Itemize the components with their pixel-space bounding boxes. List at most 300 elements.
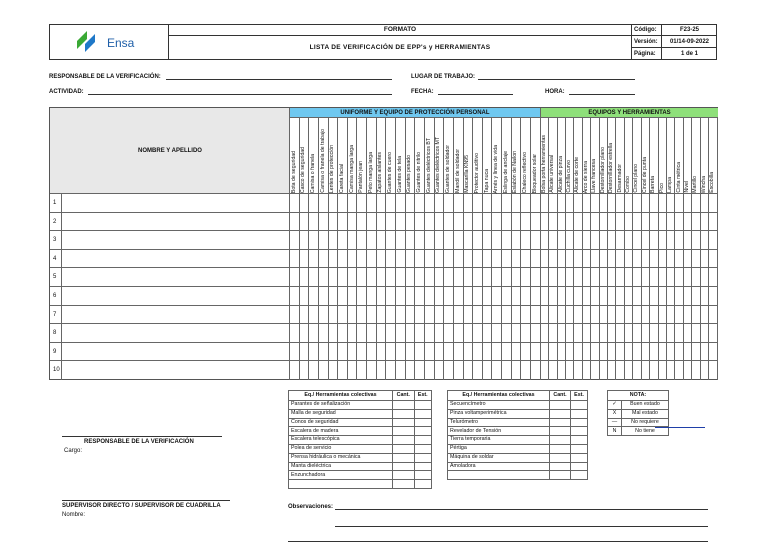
check-cell[interactable] [583,324,591,342]
check-cell[interactable] [659,361,667,380]
check-cell[interactable] [583,250,591,268]
check-cell[interactable] [701,361,709,380]
check-cell[interactable] [338,250,348,268]
empty-cell[interactable] [448,471,550,480]
check-cell[interactable] [591,268,599,286]
check-cell[interactable] [616,287,624,305]
check-cell[interactable] [616,324,624,342]
check-cell[interactable] [616,194,624,212]
check-cell[interactable] [329,231,339,249]
check-cell[interactable] [425,361,435,380]
check-cell[interactable] [625,343,633,361]
est-cell[interactable] [414,409,431,418]
check-cell[interactable] [531,324,541,342]
check-cell[interactable] [692,268,700,286]
check-cell[interactable] [667,213,675,231]
check-cell[interactable] [684,287,692,305]
check-cell[interactable] [583,213,591,231]
check-cell[interactable] [591,306,599,324]
check-cell[interactable] [701,287,709,305]
check-cell[interactable] [667,361,675,380]
check-cell[interactable] [329,287,339,305]
check-cell[interactable] [541,213,549,231]
check-cell[interactable] [406,231,416,249]
check-cell[interactable] [549,231,557,249]
name-cell[interactable] [62,324,290,342]
check-cell[interactable] [415,268,425,286]
check-cell[interactable] [483,231,493,249]
check-cell[interactable] [492,306,502,324]
check-cell[interactable] [367,287,377,305]
name-cell[interactable] [62,343,290,361]
cant-cell[interactable] [550,453,571,462]
check-cell[interactable] [659,324,667,342]
check-cell[interactable] [425,268,435,286]
check-cell[interactable] [348,213,358,231]
check-cell[interactable] [566,231,574,249]
check-cell[interactable] [415,250,425,268]
check-cell[interactable] [600,231,608,249]
check-cell[interactable] [444,194,454,212]
check-cell[interactable] [425,287,435,305]
check-cell[interactable] [566,343,574,361]
check-cell[interactable] [348,250,358,268]
check-cell[interactable] [483,361,493,380]
check-cell[interactable] [512,213,522,231]
check-cell[interactable] [675,306,683,324]
check-cell[interactable] [521,287,531,305]
check-cell[interactable] [558,268,566,286]
check-cell[interactable] [625,250,633,268]
check-cell[interactable] [300,268,310,286]
check-cell[interactable] [464,268,474,286]
check-cell[interactable] [558,287,566,305]
check-cell[interactable] [338,306,348,324]
check-cell[interactable] [396,194,406,212]
check-cell[interactable] [541,250,549,268]
check-cell[interactable] [549,343,557,361]
check-cell[interactable] [464,250,474,268]
check-cell[interactable] [600,213,608,231]
check-cell[interactable] [377,361,387,380]
check-cell[interactable] [319,250,329,268]
check-cell[interactable] [483,213,493,231]
check-cell[interactable] [386,268,396,286]
cant-cell[interactable] [393,436,415,445]
check-cell[interactable] [566,324,574,342]
check-cell[interactable] [574,361,582,380]
check-cell[interactable] [290,343,300,361]
check-cell[interactable] [473,343,483,361]
check-cell[interactable] [633,250,641,268]
check-cell[interactable] [659,250,667,268]
check-cell[interactable] [483,194,493,212]
check-cell[interactable] [502,268,512,286]
actividad-field[interactable] [88,87,392,95]
check-cell[interactable] [675,361,683,380]
check-cell[interactable] [625,194,633,212]
check-cell[interactable] [625,287,633,305]
check-cell[interactable] [650,250,658,268]
check-cell[interactable] [357,194,367,212]
observaciones-field-2[interactable] [335,517,708,527]
check-cell[interactable] [566,250,574,268]
check-cell[interactable] [329,213,339,231]
check-cell[interactable] [521,324,531,342]
check-cell[interactable] [473,268,483,286]
check-cell[interactable] [454,343,464,361]
check-cell[interactable] [357,324,367,342]
check-cell[interactable] [512,194,522,212]
check-cell[interactable] [659,343,667,361]
check-cell[interactable] [367,343,377,361]
empty-cell[interactable] [550,471,571,480]
check-cell[interactable] [650,231,658,249]
check-cell[interactable] [357,306,367,324]
check-cell[interactable] [616,268,624,286]
check-cell[interactable] [541,361,549,380]
check-cell[interactable] [444,268,454,286]
check-cell[interactable] [492,361,502,380]
check-cell[interactable] [425,213,435,231]
check-cell[interactable] [684,250,692,268]
check-cell[interactable] [348,306,358,324]
check-cell[interactable] [415,343,425,361]
empty-cell[interactable] [289,480,393,489]
check-cell[interactable] [675,343,683,361]
check-cell[interactable] [309,287,319,305]
cant-cell[interactable] [550,436,571,445]
check-cell[interactable] [692,287,700,305]
check-cell[interactable] [473,361,483,380]
check-cell[interactable] [558,194,566,212]
check-cell[interactable] [425,194,435,212]
check-cell[interactable] [492,287,502,305]
check-cell[interactable] [386,213,396,231]
check-cell[interactable] [473,231,483,249]
check-cell[interactable] [667,268,675,286]
cant-cell[interactable] [393,409,415,418]
check-cell[interactable] [492,324,502,342]
check-cell[interactable] [659,268,667,286]
check-cell[interactable] [591,343,599,361]
check-cell[interactable] [377,324,387,342]
cant-cell[interactable] [393,427,415,436]
check-cell[interactable] [667,287,675,305]
cant-cell[interactable] [550,462,571,471]
check-cell[interactable] [531,231,541,249]
check-cell[interactable] [701,250,709,268]
check-cell[interactable] [549,194,557,212]
check-cell[interactable] [591,361,599,380]
check-cell[interactable] [574,306,582,324]
check-cell[interactable] [492,268,502,286]
check-cell[interactable] [625,231,633,249]
check-cell[interactable] [502,194,512,212]
check-cell[interactable] [367,361,377,380]
check-cell[interactable] [531,213,541,231]
check-cell[interactable] [464,194,474,212]
check-cell[interactable] [558,324,566,342]
est-cell[interactable] [571,418,588,427]
check-cell[interactable] [290,213,300,231]
check-cell[interactable] [684,231,692,249]
check-cell[interactable] [521,213,531,231]
check-cell[interactable] [444,343,454,361]
check-cell[interactable] [684,343,692,361]
check-cell[interactable] [692,343,700,361]
check-cell[interactable] [549,361,557,380]
check-cell[interactable] [549,213,557,231]
check-cell[interactable] [692,231,700,249]
check-cell[interactable] [667,250,675,268]
check-cell[interactable] [290,250,300,268]
check-cell[interactable] [512,306,522,324]
check-cell[interactable] [377,250,387,268]
check-cell[interactable] [675,194,683,212]
check-cell[interactable] [521,194,531,212]
check-cell[interactable] [566,268,574,286]
check-cell[interactable] [701,194,709,212]
check-cell[interactable] [600,324,608,342]
check-cell[interactable] [483,268,493,286]
check-cell[interactable] [549,268,557,286]
check-cell[interactable] [650,213,658,231]
check-cell[interactable] [701,324,709,342]
check-cell[interactable] [454,361,464,380]
check-cell[interactable] [701,231,709,249]
check-cell[interactable] [357,231,367,249]
check-cell[interactable] [692,213,700,231]
observaciones-field-1[interactable] [335,500,708,510]
check-cell[interactable] [591,324,599,342]
check-cell[interactable] [541,231,549,249]
check-cell[interactable] [549,287,557,305]
check-cell[interactable] [300,343,310,361]
check-cell[interactable] [642,268,650,286]
check-cell[interactable] [319,231,329,249]
check-cell[interactable] [625,324,633,342]
check-cell[interactable] [709,268,717,286]
check-cell[interactable] [659,306,667,324]
check-cell[interactable] [435,287,445,305]
check-cell[interactable] [667,324,675,342]
check-cell[interactable] [406,268,416,286]
check-cell[interactable] [473,250,483,268]
check-cell[interactable] [608,250,616,268]
check-cell[interactable] [616,306,624,324]
check-cell[interactable] [583,343,591,361]
check-cell[interactable] [531,361,541,380]
check-cell[interactable] [608,231,616,249]
check-cell[interactable] [348,287,358,305]
check-cell[interactable] [319,306,329,324]
check-cell[interactable] [574,250,582,268]
check-cell[interactable] [616,343,624,361]
check-cell[interactable] [492,231,502,249]
check-cell[interactable] [454,231,464,249]
check-cell[interactable] [642,213,650,231]
check-cell[interactable] [444,361,454,380]
check-cell[interactable] [454,306,464,324]
check-cell[interactable] [675,250,683,268]
name-cell[interactable] [62,287,290,305]
check-cell[interactable] [319,268,329,286]
cant-cell[interactable] [393,444,415,453]
check-cell[interactable] [591,213,599,231]
check-cell[interactable] [309,194,319,212]
check-cell[interactable] [309,306,319,324]
check-cell[interactable] [425,306,435,324]
check-cell[interactable] [600,306,608,324]
check-cell[interactable] [425,231,435,249]
check-cell[interactable] [558,213,566,231]
check-cell[interactable] [616,213,624,231]
check-cell[interactable] [600,361,608,380]
check-cell[interactable] [667,343,675,361]
check-cell[interactable] [667,194,675,212]
check-cell[interactable] [583,231,591,249]
check-cell[interactable] [386,250,396,268]
name-cell[interactable] [62,194,290,212]
check-cell[interactable] [616,361,624,380]
check-cell[interactable] [338,231,348,249]
check-cell[interactable] [396,343,406,361]
check-cell[interactable] [709,306,717,324]
est-cell[interactable] [571,427,588,436]
check-cell[interactable] [473,287,483,305]
check-cell[interactable] [348,361,358,380]
check-cell[interactable] [425,324,435,342]
check-cell[interactable] [435,324,445,342]
check-cell[interactable] [464,361,474,380]
check-cell[interactable] [357,343,367,361]
check-cell[interactable] [415,287,425,305]
name-cell[interactable] [62,250,290,268]
check-cell[interactable] [415,361,425,380]
check-cell[interactable] [650,361,658,380]
check-cell[interactable] [300,306,310,324]
check-cell[interactable] [406,213,416,231]
check-cell[interactable] [558,231,566,249]
est-cell[interactable] [571,401,588,410]
check-cell[interactable] [531,250,541,268]
check-cell[interactable] [558,343,566,361]
est-cell[interactable] [414,418,431,427]
check-cell[interactable] [574,287,582,305]
check-cell[interactable] [454,324,464,342]
check-cell[interactable] [300,213,310,231]
est-cell[interactable] [571,453,588,462]
check-cell[interactable] [600,250,608,268]
check-cell[interactable] [444,306,454,324]
check-cell[interactable] [377,343,387,361]
check-cell[interactable] [684,306,692,324]
check-cell[interactable] [541,324,549,342]
check-cell[interactable] [566,194,574,212]
check-cell[interactable] [300,324,310,342]
check-cell[interactable] [600,287,608,305]
check-cell[interactable] [300,287,310,305]
check-cell[interactable] [386,194,396,212]
check-cell[interactable] [684,361,692,380]
check-cell[interactable] [531,306,541,324]
check-cell[interactable] [512,287,522,305]
check-cell[interactable] [583,306,591,324]
check-cell[interactable] [625,306,633,324]
check-cell[interactable] [396,287,406,305]
check-cell[interactable] [549,250,557,268]
check-cell[interactable] [396,268,406,286]
check-cell[interactable] [483,306,493,324]
cant-cell[interactable] [550,444,571,453]
check-cell[interactable] [659,287,667,305]
check-cell[interactable] [329,194,339,212]
check-cell[interactable] [701,268,709,286]
check-cell[interactable] [692,250,700,268]
check-cell[interactable] [444,287,454,305]
check-cell[interactable] [642,250,650,268]
check-cell[interactable] [348,231,358,249]
check-cell[interactable] [338,361,348,380]
check-cell[interactable] [406,194,416,212]
check-cell[interactable] [300,250,310,268]
check-cell[interactable] [574,324,582,342]
check-cell[interactable] [531,194,541,212]
check-cell[interactable] [483,287,493,305]
name-cell[interactable] [62,306,290,324]
check-cell[interactable] [377,306,387,324]
check-cell[interactable] [309,324,319,342]
check-cell[interactable] [684,268,692,286]
est-cell[interactable] [414,471,431,480]
check-cell[interactable] [396,250,406,268]
check-cell[interactable] [675,324,683,342]
check-cell[interactable] [591,231,599,249]
check-cell[interactable] [692,324,700,342]
check-cell[interactable] [512,324,522,342]
check-cell[interactable] [574,194,582,212]
est-cell[interactable] [571,409,588,418]
check-cell[interactable] [406,306,416,324]
check-cell[interactable] [675,287,683,305]
check-cell[interactable] [659,194,667,212]
check-cell[interactable] [642,324,650,342]
check-cell[interactable] [290,268,300,286]
check-cell[interactable] [377,194,387,212]
check-cell[interactable] [608,213,616,231]
cant-cell[interactable] [550,409,571,418]
check-cell[interactable] [290,324,300,342]
check-cell[interactable] [464,213,474,231]
check-cell[interactable] [541,194,549,212]
check-cell[interactable] [675,213,683,231]
check-cell[interactable] [357,250,367,268]
est-cell[interactable] [414,401,431,410]
check-cell[interactable] [709,250,717,268]
check-cell[interactable] [709,194,717,212]
check-cell[interactable] [309,268,319,286]
check-cell[interactable] [659,231,667,249]
check-cell[interactable] [473,324,483,342]
check-cell[interactable] [435,231,445,249]
check-cell[interactable] [650,194,658,212]
check-cell[interactable] [633,231,641,249]
fecha-field[interactable] [438,87,513,95]
check-cell[interactable] [454,250,464,268]
check-cell[interactable] [309,213,319,231]
check-cell[interactable] [600,343,608,361]
